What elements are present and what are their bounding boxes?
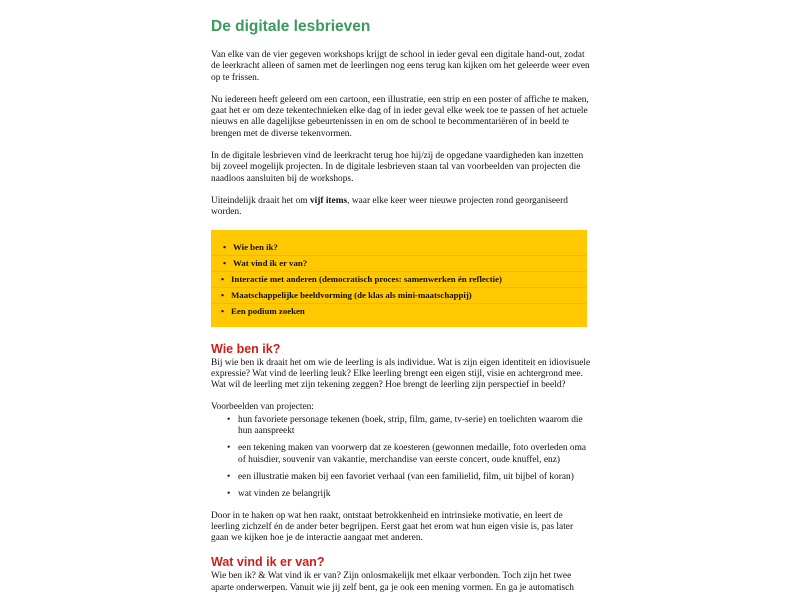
bullet-icon: • bbox=[227, 443, 231, 454]
bullet-icon: • bbox=[227, 471, 231, 482]
example-item: • een illustratie maken bij een favoriet verhaal (van een familielid, film, uit bijbel of koran) bbox=[227, 471, 574, 482]
items-intro-after: , waar elke keer weer nieuwe projecten rond georganiseerd worden. bbox=[211, 195, 568, 218]
items-intro-before: Uiteindelijk draait het om bbox=[211, 195, 310, 206]
section1-paragraph: Bij wie ben ik draait het om wie de leerling is als individue. Wat is zijn eigen identiteit en idiovisuele expressie? Wat vind de leerling leuk? Elke leerling brengt een eigen stijl, visie en achtergrond mee. Wat wil de leerling met zijn tekening zeggen? Hoe brengt de leerling zijn perspectief in beeld? bbox=[211, 357, 591, 391]
document-page bbox=[211, 0, 591, 594]
bullet-icon: • bbox=[221, 289, 225, 300]
example-item: • een tekening maken van voorwerp dat ze koesteren (gewonnen medaille, foto overleden oma of huisdier, souvenir van vakantie, merchandise van eerste concert, oude knuffel, enz) bbox=[227, 443, 587, 465]
item-wat-vind-ik: • Wat vind ik er van? bbox=[211, 256, 587, 272]
bullet-icon: • bbox=[221, 305, 225, 316]
page-title: De digitale lesbrieven bbox=[211, 18, 371, 35]
intro-paragraph-1: Van elke van de vier gegeven workshops krijgt de school in ieder geval een digitale hand-out, zodat de leerkracht alleen of samen met de leerlingen nog eens terug kan kijken om het geleerde weer even op te frissen. bbox=[211, 50, 590, 83]
example-item: • wat vinden ze belangrijk bbox=[227, 489, 331, 500]
item-interactie: • Interactie met anderen (democratisch proces: samenwerken én reflectie) bbox=[211, 272, 587, 288]
bullet-icon: • bbox=[223, 257, 227, 268]
bullet-icon: • bbox=[221, 273, 225, 284]
intro-paragraph-2: Nu iedereen heeft geleerd om een cartoon, een illustratie, een strip en een poster of affiche te maken, gaat het er om deze tekentechnieken elke dag of in ieder geval elke week toe te passen of het actuele nieuws en alle dagelijkse gebeurtenissen in en om de school te becommentariëren of in beeld te brengen met de diverse tekenvormen. bbox=[211, 94, 589, 139]
section2-paragraph: Wie ben ik? & Wat vind ik er van? Zijn onlosmakelijk met elkaar verbonden. Toch zijn het twee aparte onderwerpen. Vanuit wie jij zelf bent, ga je ook een mening vormen. En ga je automatisch bbox=[211, 571, 574, 593]
bullet-icon: • bbox=[227, 489, 231, 500]
bullet-icon: • bbox=[227, 414, 231, 425]
examples-list bbox=[211, 415, 591, 501]
section-heading-wat-vind-ik: Wat vind ik er van? bbox=[211, 555, 325, 570]
section1-closing: Door in te haken op wat hen raakt, ontstaat betrokkenheid en intrinsieke motivatie, en leert de leerling zichzelf én de ander beter begrijpen. Eerst gaat het erom wat hun eigen visie is, pas later gaan we kijken hoe je de interactie aangaat met anderen. bbox=[211, 510, 574, 544]
item-wie-ben-ik: • Wie ben ik? bbox=[211, 240, 587, 256]
five-items-box bbox=[211, 230, 587, 327]
five-items-list bbox=[211, 240, 587, 319]
item-maatschappelijke-beeldvorming: • Maatschappelijke beeldvorming (de klas als mini-maatschappij) bbox=[211, 288, 587, 304]
bullet-icon: • bbox=[223, 241, 227, 252]
example-item: • hun favoriete personage tekenen (boek, strip, film, game, tv-serie) en toelichten waarom die hun aanspreekt bbox=[227, 414, 583, 437]
examples-title: Voorbeelden van projecten: bbox=[211, 402, 314, 413]
items-intro-bold: vijf items bbox=[309, 195, 348, 206]
items-intro-paragraph bbox=[211, 196, 591, 219]
item-podium-zoeken: • Een podium zoeken bbox=[221, 305, 305, 316]
section-heading-wie-ben-ik: Wie ben ik? bbox=[211, 341, 281, 356]
intro-paragraph-3: In de digitale lesbrieven vind de leerkracht terug hoe hij/zij de opgedane vaardigheden kan inzetten bij zoveel mogelijk projecten. In de digitale lesbrieven staan tal van voorbeelden van projecten die naadloos aansluiten bij de workshops. bbox=[211, 151, 584, 184]
